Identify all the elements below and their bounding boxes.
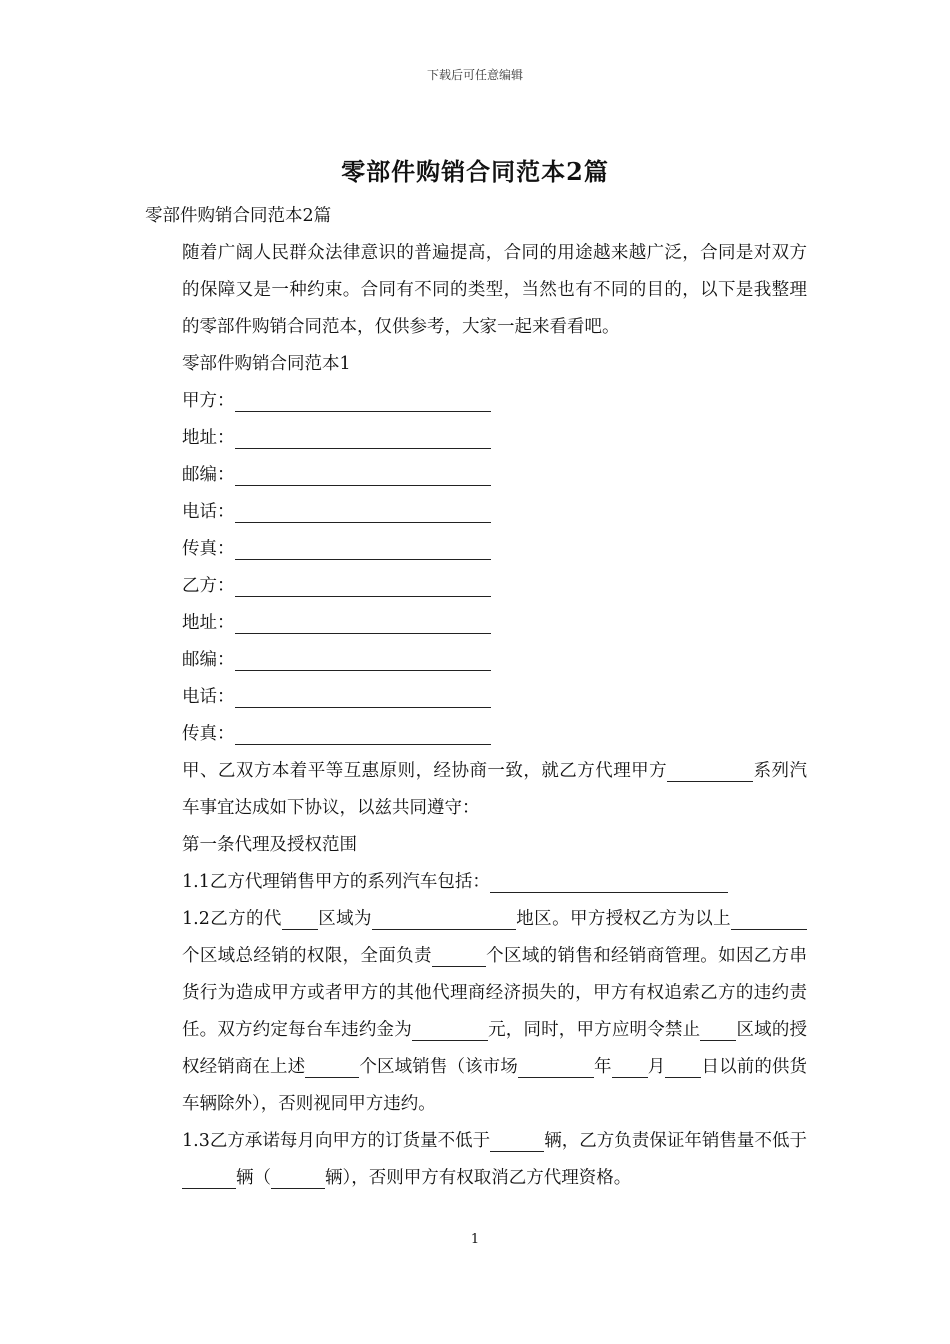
section-title: 零部件购销合同范本1 [182, 354, 351, 374]
field-label: 乙方： [182, 576, 235, 596]
clause-text: 区域为 [317, 909, 372, 929]
party-field [145, 531, 807, 568]
subtitle: 零部件购销合同范本2篇 [145, 206, 332, 226]
clause-text: 日以前的供货车辆除外），否则视同甲方违约。 [182, 1057, 808, 1114]
fill-blank [372, 905, 516, 930]
clause-text: 地区。甲方授权乙方为以上 [515, 909, 732, 929]
fill-blank [612, 1053, 648, 1078]
fill-blank [305, 1053, 359, 1078]
party-field [145, 605, 807, 642]
clause-text: 个区域的销售和经销商管理。如因乙方串货行为造成甲方或者甲方的其他代理商经济损失的，甲方有权追索乙方的违约责任。双方约定每台车违约金为 [182, 946, 807, 1040]
fill-blank [412, 1016, 488, 1041]
fill-blank [182, 1164, 236, 1189]
clause-text: 年 [593, 1057, 612, 1077]
field-label: 传真： [182, 539, 235, 559]
clause-text: 区域的授权经销商在上述 [182, 1020, 808, 1077]
clause-1-2 [145, 901, 807, 1123]
fill-blank [235, 498, 491, 523]
fill-blank [235, 387, 491, 412]
clause-text: 1.1乙方代理销售甲方的系列汽车包括： [182, 872, 490, 892]
fill-blank [235, 424, 491, 449]
fill-blank [235, 609, 491, 634]
clause-text: 辆），否则甲方有权取消乙方代理资格。 [325, 1168, 632, 1188]
fill-blank [700, 1016, 736, 1041]
clause-text: 辆，乙方负责保证年销售量不低于 [544, 1131, 807, 1151]
fill-blank [235, 572, 491, 597]
fill-blank [235, 461, 491, 486]
field-label: 传真： [182, 724, 235, 744]
agreement-text: 系列汽车事宜达成如下协议，以兹共同遵守： [182, 761, 808, 818]
clause-text: 元，同时，甲方应明令禁止 [487, 1020, 701, 1040]
clause-text: 月 [647, 1057, 666, 1077]
fill-blank [235, 535, 491, 560]
agreement-paragraph [145, 753, 807, 827]
field-label: 地址： [182, 613, 235, 633]
party-field [145, 568, 807, 605]
header-note: 下载后可任意编辑 [426, 68, 523, 82]
page-number: 1 [470, 1232, 480, 1247]
document-body [145, 198, 807, 1197]
party-field [145, 642, 807, 679]
clause-text: 辆（ [236, 1168, 271, 1188]
field-label: 邮编： [182, 465, 235, 485]
fill-blank [432, 942, 486, 967]
party-field [145, 420, 807, 457]
clause-text: 1.2乙方的代 [182, 909, 282, 929]
agreement-text: 甲、乙双方本着平等互惠原则，经协商一致，就乙方代理甲方 [182, 761, 668, 781]
party-field [145, 383, 807, 420]
party-field [145, 679, 807, 716]
party-field [145, 494, 807, 531]
field-label: 电话： [182, 687, 235, 707]
party-field [145, 716, 807, 753]
fill-blank [235, 720, 491, 745]
document-title: 零部件购销合同范本2篇 [341, 157, 609, 186]
fill-blank [665, 1053, 701, 1078]
field-label: 地址： [182, 428, 235, 448]
fill-blank [490, 868, 728, 893]
clause-text: 个区域总经销的权限，全面负责 [182, 946, 432, 966]
clause-1-1 [145, 864, 807, 901]
field-label: 甲方： [182, 391, 235, 411]
fill-blank [518, 1053, 594, 1078]
clause-text: 1.3乙方承诺每月向甲方的订货量不低于 [182, 1131, 491, 1151]
field-label: 邮编： [182, 650, 235, 670]
party-field [145, 457, 807, 494]
fill-blank [282, 905, 318, 930]
intro-paragraph: 随着广阔人民群众法律意识的普遍提高，合同的用途越来越广泛，合同是对双方的保障又是一种约束。合同有不同的类型，当然也有不同的目的，以下是我整理的零部件购销合同范本，仅供参考，大家一起来看看吧。 [182, 243, 807, 337]
fill-blank [235, 683, 491, 708]
fill-blank [235, 646, 491, 671]
field-label: 电话： [182, 502, 235, 522]
clause-text: 个区域销售（该市场 [359, 1057, 518, 1077]
fill-blank [731, 905, 807, 930]
article-title: 第一条代理及授权范围 [182, 835, 357, 855]
fill-blank [490, 1127, 544, 1152]
fill-blank [667, 757, 753, 782]
fill-blank [271, 1164, 325, 1189]
clause-1-3 [145, 1123, 807, 1197]
